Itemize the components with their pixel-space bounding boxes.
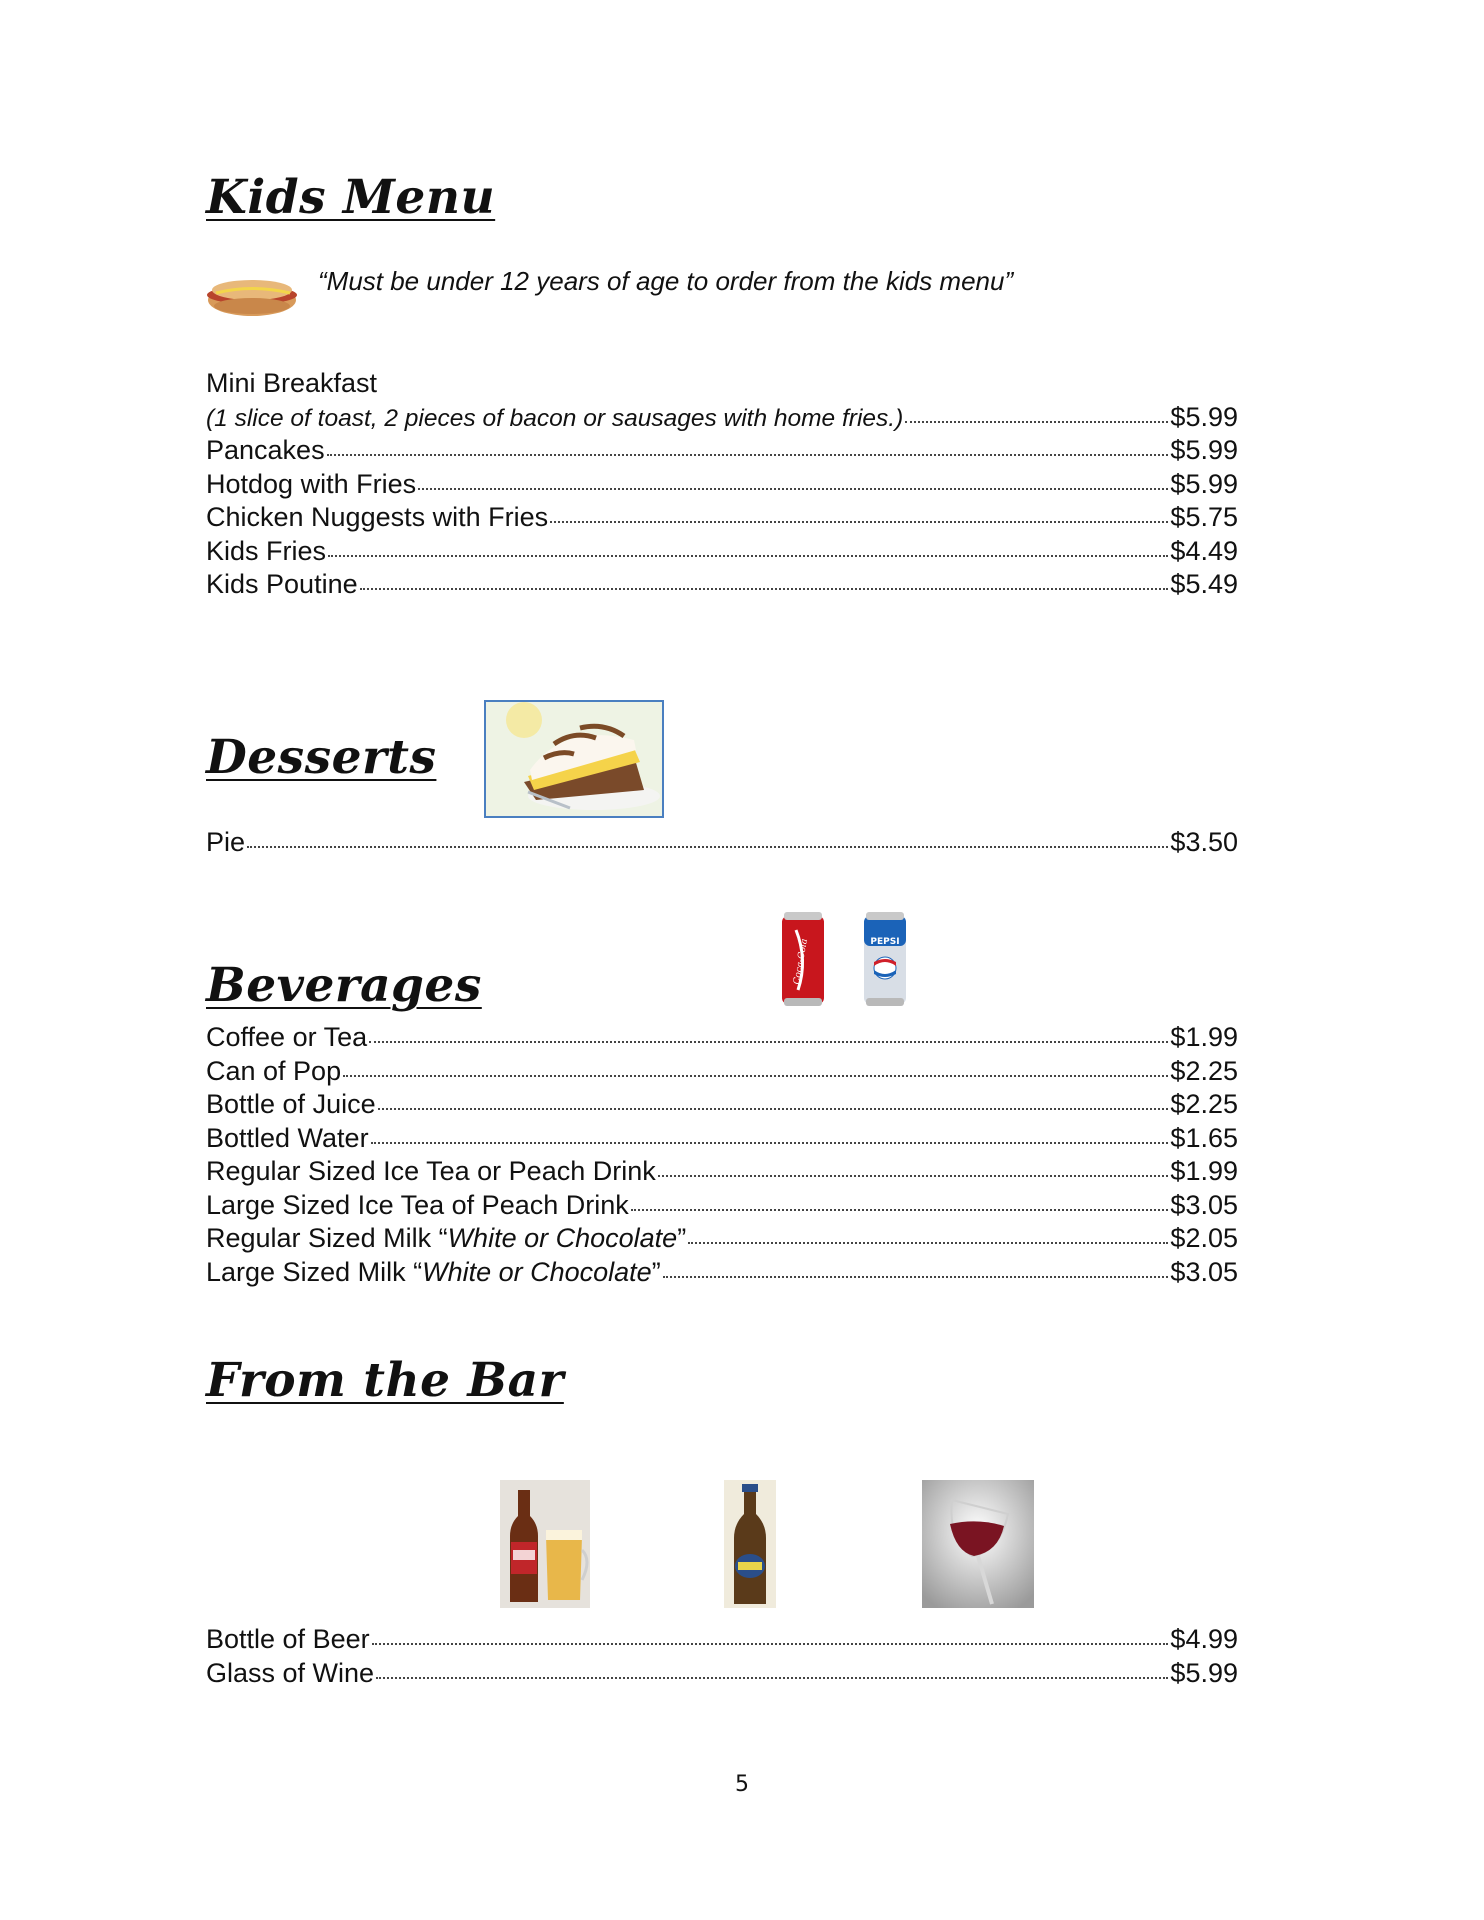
item-name: Pie bbox=[206, 827, 246, 857]
dot-leader bbox=[905, 421, 1168, 423]
menu-item-row bbox=[206, 1623, 1238, 1657]
kids-menu-list bbox=[206, 367, 1238, 602]
dot-leader bbox=[378, 1108, 1169, 1110]
item-price: $2.25 bbox=[1170, 1089, 1238, 1119]
item-name: Mini Breakfast bbox=[206, 368, 378, 398]
coke-label: Coca-Cola bbox=[792, 937, 810, 986]
item-price: $3.05 bbox=[1170, 1189, 1238, 1220]
kids-menu-heading: Kids Menu bbox=[206, 170, 496, 225]
item-price: $1.99 bbox=[1170, 1156, 1238, 1186]
menu-item-row bbox=[206, 826, 1238, 860]
item-price: $5.99 bbox=[1170, 435, 1238, 465]
dot-leader bbox=[360, 588, 1169, 590]
menu-item-row bbox=[206, 1088, 1238, 1122]
dot-leader bbox=[376, 1677, 1168, 1679]
menu-item-row bbox=[206, 1657, 1238, 1691]
dot-leader bbox=[369, 1041, 1168, 1043]
item-name: Large Sized Milk “White or Chocolate” bbox=[206, 1256, 661, 1287]
from-the-bar-heading: From the Bar bbox=[206, 1353, 564, 1408]
item-name: Bottled Water bbox=[206, 1122, 369, 1153]
dot-leader bbox=[327, 454, 1169, 456]
mini-breakfast-row bbox=[206, 401, 1238, 435]
item-name: Regular Sized Ice Tea or Peach Drink bbox=[206, 1156, 656, 1186]
item-price: $4.49 bbox=[1170, 535, 1238, 566]
menu-item-row bbox=[206, 1155, 1238, 1189]
menu-item-row bbox=[206, 535, 1238, 569]
bar-list bbox=[206, 1623, 1238, 1690]
item-name: Bottle of Juice bbox=[206, 1089, 376, 1119]
item-name: Large Sized Ice Tea of Peach Drink bbox=[206, 1189, 629, 1220]
beverages-list bbox=[206, 1021, 1238, 1289]
item-name: Bottle of Beer bbox=[206, 1624, 370, 1654]
item-name: Coffee or Tea bbox=[206, 1022, 368, 1052]
dot-leader bbox=[663, 1276, 1169, 1278]
menu-item-row bbox=[206, 1222, 1238, 1256]
menu-item-row bbox=[206, 1189, 1238, 1223]
dot-leader bbox=[372, 1643, 1169, 1645]
age-restriction-note: “Must be under 12 years of age to order from the kids menu” bbox=[318, 266, 1014, 296]
item-name: Hotdog with Fries bbox=[206, 468, 417, 499]
mini-breakfast-title-row bbox=[206, 367, 1238, 401]
item-name: Kids Poutine bbox=[206, 569, 358, 599]
dot-leader bbox=[658, 1175, 1169, 1177]
item-price: $3.50 bbox=[1170, 827, 1238, 857]
item-price: $2.25 bbox=[1170, 1055, 1238, 1086]
menu-item-row bbox=[206, 1055, 1238, 1089]
beer-bottle-image bbox=[724, 1480, 776, 1608]
pepsi-label: PEPSI bbox=[870, 937, 900, 947]
hotdog-image bbox=[206, 262, 298, 320]
beer-bottle-glass-image bbox=[500, 1480, 590, 1608]
menu-item-row bbox=[206, 1122, 1238, 1156]
dot-leader bbox=[631, 1209, 1169, 1211]
dot-leader bbox=[550, 521, 1168, 523]
item-price: $5.99 bbox=[1170, 401, 1238, 432]
pie-image bbox=[484, 700, 664, 818]
coke-can-image bbox=[778, 910, 828, 1008]
dot-leader bbox=[247, 846, 1168, 848]
dot-leader bbox=[371, 1142, 1169, 1144]
item-price: $1.65 bbox=[1170, 1122, 1238, 1153]
pepsi-can-image bbox=[860, 910, 910, 1008]
item-price: $5.99 bbox=[1170, 1657, 1238, 1688]
item-price: $3.05 bbox=[1170, 1256, 1238, 1287]
dot-leader bbox=[328, 555, 1168, 557]
item-price: $1.99 bbox=[1170, 1022, 1238, 1052]
item-price: $5.99 bbox=[1170, 468, 1238, 499]
item-price: $5.75 bbox=[1170, 502, 1238, 532]
item-name: Kids Fries bbox=[206, 535, 327, 566]
desserts-list bbox=[206, 826, 1238, 860]
menu-item-row bbox=[206, 1256, 1238, 1290]
item-price: $5.49 bbox=[1170, 569, 1238, 599]
menu-item-row bbox=[206, 434, 1238, 468]
item-name: Pancakes bbox=[206, 435, 325, 465]
page-number: 5 bbox=[735, 1772, 749, 1797]
desserts-heading: Desserts bbox=[206, 730, 437, 785]
item-name: Regular Sized Milk “White or Chocolate” bbox=[206, 1223, 687, 1253]
menu-item-row bbox=[206, 568, 1238, 602]
menu-item-row bbox=[206, 1021, 1238, 1055]
item-name: Chicken Nuggests with Fries bbox=[206, 502, 549, 532]
item-description: (1 slice of toast, 2 pieces of bacon or sausages with home fries.) bbox=[206, 404, 904, 432]
menu-item-row bbox=[206, 468, 1238, 502]
item-name: Glass of Wine bbox=[206, 1657, 375, 1688]
item-name: Can of Pop bbox=[206, 1055, 342, 1086]
wine-glass-image bbox=[922, 1480, 1034, 1608]
beverages-heading: Beverages bbox=[206, 958, 482, 1013]
item-price: $2.05 bbox=[1170, 1223, 1238, 1253]
dot-leader bbox=[343, 1075, 1168, 1077]
menu-item-row bbox=[206, 501, 1238, 535]
item-price: $4.99 bbox=[1170, 1624, 1238, 1654]
dot-leader bbox=[688, 1242, 1168, 1244]
dot-leader bbox=[418, 488, 1168, 490]
